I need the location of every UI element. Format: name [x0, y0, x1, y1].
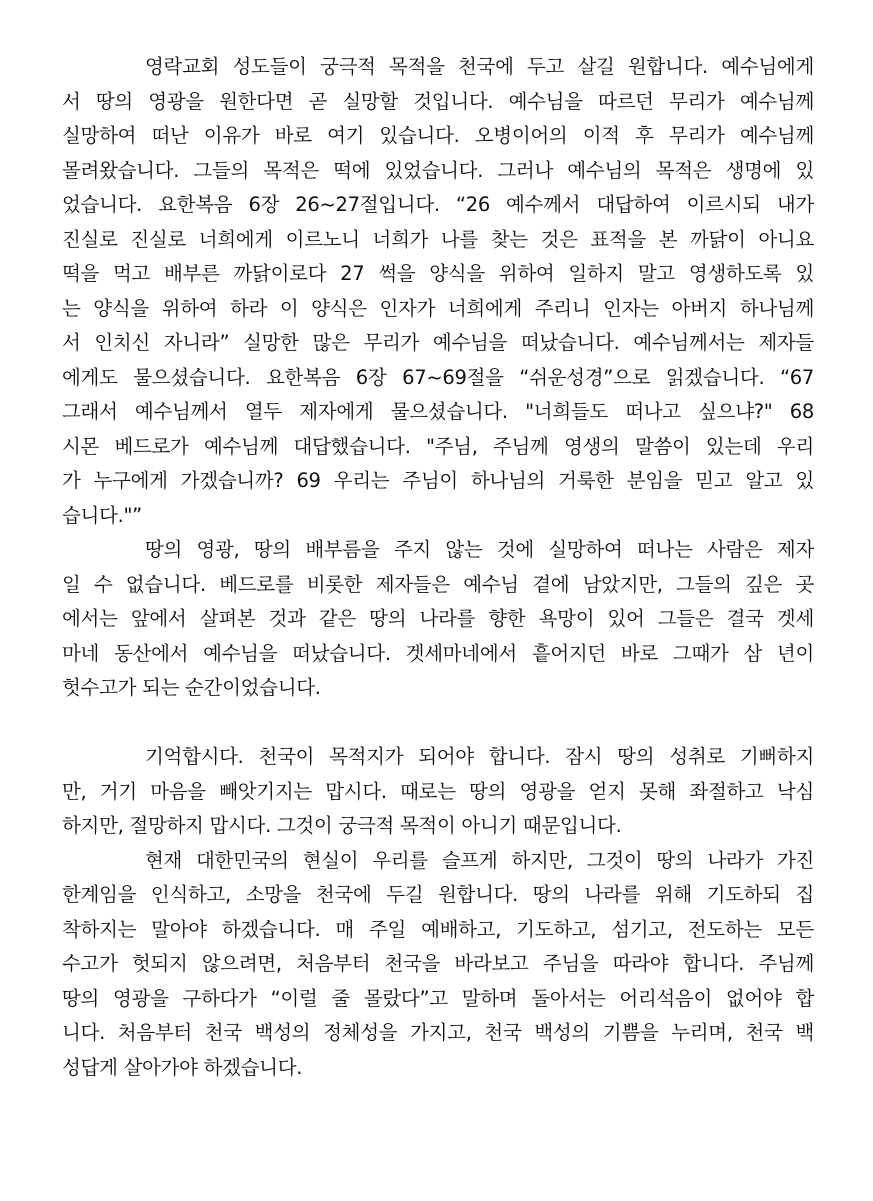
text-line: 에서는 앞에서 살펴본 것과 같은 땅의 나라를 향한 욕망이 있어 그들은 결국 겟세	[62, 607, 814, 630]
text-line: 그래서 예수님께서 열두 제자에게 물으셨습니다. "너희들도 떠나고 싶으냐?" 68	[62, 400, 814, 423]
text-line: 하지만, 절망하지 맙시다. 그것이 궁극적 목적이 아니기 때문입니다.	[62, 814, 622, 837]
text-line: 떡을 먹고 배부른 까닭이로다 27 썩을 양식을 위하여 일하지 말고 영생하도록 있	[62, 262, 814, 285]
text-line: 시몬 베드로가 예수님께 대답했습니다. "주님, 주님께 영생의 말씀이 있는데 우리	[62, 434, 814, 458]
paragraph-4	[62, 844, 814, 1086]
text-line: 는 양식을 위하여 하라 이 양식은 인자가 너희에게 주리니 인자는 아버지 하나님께	[62, 296, 814, 320]
text-line: 일 수 없습니다. 베드로를 비롯한 제자들은 예수님 곁에 남았지만, 그들의 깊은 곳	[62, 572, 814, 596]
paragraph-2	[62, 533, 814, 706]
text-line: 진실로 진실로 너희에게 이르노니 너희가 나를 찾는 것은 표적을 본 까닭이 아니요	[62, 227, 814, 251]
text-line: 니다. 처음부터 천국 백성의 정체성을 가지고, 천국 백성의 기쁨을 누리며, 천국 백	[62, 1021, 814, 1044]
paragraph-3	[62, 740, 814, 844]
text-line: 었습니다. 요한복음 6장 26~27절입니다. “26 예수께서 대답하여 이르시되 내가	[62, 193, 814, 216]
text-line: 영락교회 성도들이 궁극적 목적을 천국에 두고 살길 원합니다. 예수님에게	[145, 55, 814, 78]
text-line: 수고가 헛되지 않으려면, 처음부터 천국을 바라보고 주님을 따라야 합니다. 주님께	[62, 952, 814, 975]
text-line: 기억합시다. 천국이 목적지가 되어야 합니다. 잠시 땅의 성취로 기뻐하지	[145, 745, 814, 768]
text-line: 착하지는 말아야 하겠습니다. 매 주일 예배하고, 기도하고, 섬기고, 전도하는 모든	[62, 917, 814, 941]
text-line: 현재 대한민국의 현실이 우리를 슬프게 하지만, 그것이 땅의 나라가 가진	[145, 848, 814, 872]
text-line: 땅의 영광을 구하다가 “이럴 줄 몰랐다”고 말하며 돌아서는 어리석음이 없어야 합	[62, 986, 814, 1010]
text-line: 서 땅의 영광을 원한다면 곧 실망할 것입니다. 예수님을 따르던 무리가 예수님께	[62, 89, 814, 113]
paragraph-1	[62, 50, 814, 533]
text-line: 한계임을 인식하고, 소망을 천국에 두길 원합니다. 땅의 나라를 위해 기도하되 집	[62, 883, 814, 906]
text-line: 습니다."”	[62, 503, 142, 527]
text-line: 헛수고가 되는 순간이었습니다.	[62, 676, 321, 699]
text-line: 만, 거기 마음을 빼앗기지는 맙시다. 때로는 땅의 영광을 얻지 못해 좌절하고 낙심	[62, 779, 814, 803]
text-line: 마네 동산에서 예수님을 떠났습니다. 겟세마네에서 흩어지던 바로 그때가 삼 년이	[62, 641, 814, 665]
text-line: 서 인치신 자니라” 실망한 많은 무리가 예수님을 떠났습니다. 예수님께서는 제자들	[62, 331, 814, 354]
text-line: 몰려왔습니다. 그들의 목적은 떡에 있었습니다. 그러나 예수님의 목적은 생명에 있	[62, 158, 814, 182]
paragraph-spacer	[62, 706, 814, 741]
text-line: 에게도 물으셨습니다. 요한복음 6장 67~69절을 “쉬운성경”으로 읽겠습니다. “67	[62, 365, 814, 389]
text-line: 성답게 살아가야 하겠습니다.	[62, 1055, 303, 1079]
text-line: 가 누구에게 가겠습니까? 69 우리는 주님이 하나님의 거룩한 분임을 믿고 알고 있	[62, 469, 814, 492]
document-page	[62, 50, 814, 1085]
text-line: 땅의 영광, 땅의 배부름을 주지 않는 것에 실망하여 떠나는 사람은 제자	[145, 538, 814, 561]
text-line: 실망하여 떠난 이유가 바로 여기 있습니다. 오병이어의 이적 후 무리가 예수님께	[62, 124, 814, 147]
